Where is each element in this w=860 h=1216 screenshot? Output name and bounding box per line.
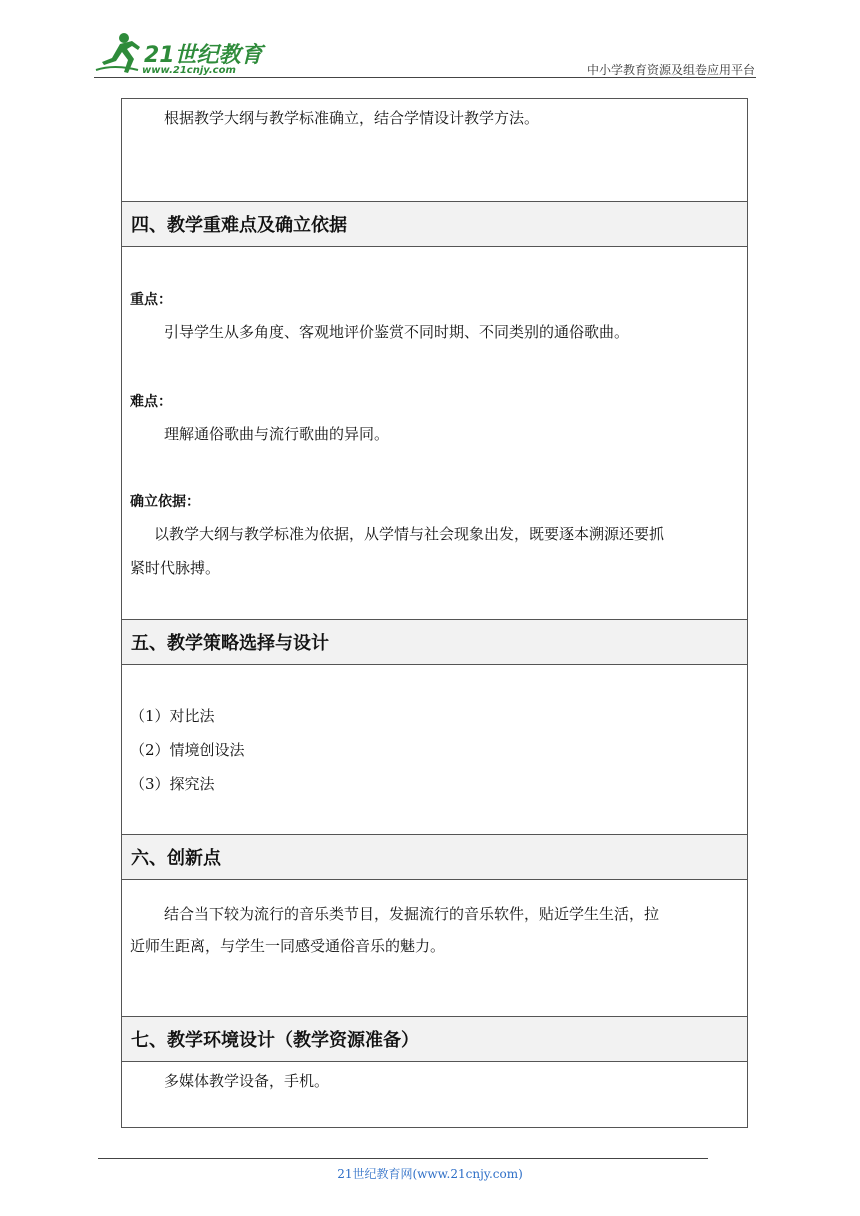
page-header: [0, 0, 860, 80]
lesson-plan-table: [121, 98, 748, 1128]
basis-text-line1: 以教学大纲与教学标准为依据，从学情与社会现象出发，既要逐本溯源还要抓: [154, 525, 665, 543]
section-6-heading: 六、创新点: [122, 834, 747, 880]
section-5-heading: 五、教学策略选择与设计: [122, 619, 747, 665]
innovation-text-line2: 近师生距离，与学生一同感受通俗音乐的魅力。: [130, 937, 446, 955]
key-point-text: 引导学生从多角度、客观地评价鉴赏不同时期、不同类别的通俗歌曲。: [164, 323, 630, 341]
logo-title: 21世纪教育: [144, 43, 263, 68]
difficulty-text: 理解通俗歌曲与流行歌曲的异同。: [164, 425, 390, 443]
basis-label: 确立依据：: [130, 494, 200, 510]
basis-text-line2: 紧时代脉搏。: [130, 559, 221, 577]
logo-url: www.21cnjy.com: [142, 65, 236, 76]
key-point-label: 重点：: [130, 292, 172, 308]
strategy-item-1: （1）对比法: [130, 707, 215, 725]
section-7-heading: 七、教学环境设计（教学资源准备）: [122, 1016, 747, 1062]
difficulty-label: 难点：: [130, 394, 172, 410]
runner-logo-icon: [94, 30, 144, 76]
intro-text: 根据教学大纲与教学标准确立，结合学情设计教学方法。: [164, 109, 540, 127]
environment-text: 多媒体教学设备，手机。: [164, 1072, 330, 1090]
footer-text: 21世纪教育网(www.21cnjy.com): [337, 1167, 523, 1181]
header-divider: [94, 77, 756, 78]
section-4-heading: 四、教学重难点及确立依据: [122, 201, 747, 247]
platform-name: 中小学教育资源及组卷应用平台: [586, 63, 755, 77]
innovation-text-line1: 结合当下较为流行的音乐类节目，发掘流行的音乐软件，贴近学生生活，拉: [164, 905, 660, 923]
logo: [94, 30, 264, 80]
footer-divider: [98, 1158, 708, 1159]
strategy-item-3: （3）探究法: [130, 775, 215, 793]
strategy-item-2: （2）情境创设法: [130, 741, 245, 759]
